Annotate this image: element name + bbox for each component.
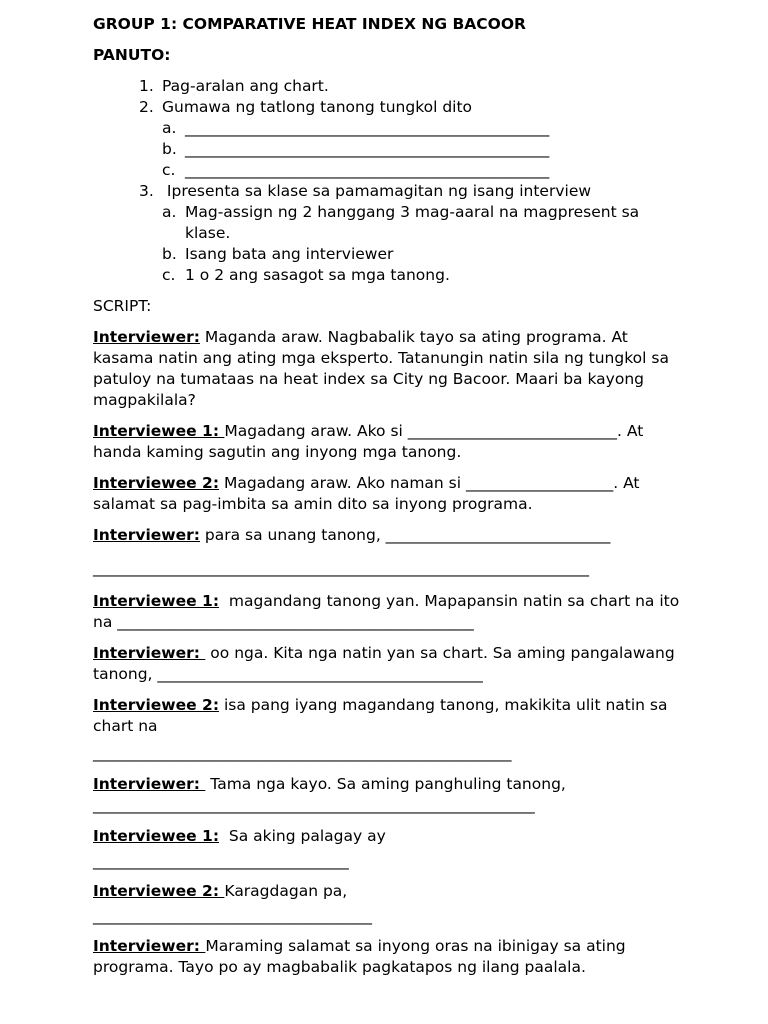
instructions-list bbox=[139, 76, 683, 286]
answer-blank-line: _______________________________________________ bbox=[185, 161, 550, 179]
speaker-label: Interviewer: bbox=[93, 526, 200, 544]
dialogue-text: Karagdagan pa, bbox=[224, 882, 348, 900]
speaker-label: Interviewee 1: bbox=[93, 422, 225, 440]
sub-letter: c. bbox=[162, 266, 176, 284]
speaker-label: Interviewer: bbox=[93, 644, 206, 662]
instruction-step-3 bbox=[139, 181, 683, 202]
sub-text: Mag-assign ng 2 hanggang 3 mag-aaral na magpresent sa klase. bbox=[185, 203, 640, 242]
step-number: 3. bbox=[139, 182, 154, 200]
step-number: 2. bbox=[139, 98, 154, 116]
answer-blank-line: _________________________________________________________ bbox=[93, 796, 535, 814]
sub-letter: a. bbox=[162, 203, 177, 221]
dialogue-line bbox=[93, 327, 683, 411]
worksheet-title: GROUP 1: COMPARATIVE HEAT INDEX NG BACOOR bbox=[93, 15, 526, 33]
answer-blank-line: _________________________________ bbox=[93, 852, 349, 870]
speaker-label: Interviewee 1: bbox=[93, 592, 220, 610]
dialogue-line bbox=[93, 881, 683, 902]
step-2-sublist bbox=[162, 118, 683, 181]
answer-blank-line: _______________________________________________ bbox=[185, 140, 550, 158]
speaker-label: Interviewee 2: bbox=[93, 474, 220, 492]
sub-item bbox=[162, 244, 683, 265]
speaker-label: Interviewer: bbox=[93, 937, 206, 955]
dialogue-text: Maraming salamat sa inyong oras na ibinigay sa ating programa. Tayo po ay magbabalik pagkatapos ng ilang paalala. bbox=[93, 937, 626, 976]
dialogue-line bbox=[93, 695, 683, 737]
sub-letter: b. bbox=[162, 245, 177, 263]
dialogue-line bbox=[93, 643, 683, 685]
answer-blank-line: ________________________________________________________________ bbox=[93, 559, 589, 577]
step-text: Pag-aralan ang chart. bbox=[162, 77, 329, 95]
sub-item bbox=[162, 139, 683, 160]
step-number: 1. bbox=[139, 77, 154, 95]
dialogue-text: Magadang araw. Ako si ___________________________. At handa kaming sagutin ang inyong mga tanong. bbox=[93, 422, 644, 461]
speaker-label: Interviewee 2: bbox=[93, 882, 225, 900]
step-text: Ipresenta sa klase sa pamamagitan ng isang interview bbox=[162, 182, 592, 200]
worksheet-content bbox=[93, 14, 683, 978]
speaker-label: Interviewer: bbox=[93, 328, 200, 346]
dialogue-line bbox=[93, 473, 683, 515]
dialogue-text: Tama nga kayo. Sa aming panghuling tanong, bbox=[205, 775, 566, 793]
answer-blank-line: ____________________________________ bbox=[93, 907, 372, 925]
script-heading: SCRIPT: bbox=[93, 297, 152, 315]
dialogue-text: para sa unang tanong, _____________________________ bbox=[199, 526, 611, 544]
sub-item bbox=[162, 202, 683, 244]
sub-letter: a. bbox=[162, 119, 177, 137]
speaker-label: Interviewer: bbox=[93, 775, 206, 793]
instruction-step-1 bbox=[139, 76, 683, 97]
dialogue-line bbox=[93, 936, 683, 978]
speaker-label: Interviewee 1: bbox=[93, 827, 220, 845]
sub-item bbox=[162, 160, 683, 181]
instruction-step-2 bbox=[139, 97, 683, 118]
dialogue-line bbox=[93, 591, 683, 633]
sub-item bbox=[162, 118, 683, 139]
sub-letter: b. bbox=[162, 140, 177, 158]
answer-blank-line: _______________________________________________ bbox=[185, 119, 550, 137]
dialogue-line bbox=[93, 421, 683, 463]
dialogue-text: magandang tanong yan. Mapapansin natin sa chart na ito na ______________________________________________ bbox=[93, 592, 685, 631]
dialogue-text: isa pang iyang magandang tanong, makikita ulit natin sa chart na bbox=[93, 696, 668, 735]
dialogue-text: Sa aking palagay ay bbox=[219, 827, 386, 845]
dialogue-line bbox=[93, 826, 683, 847]
speaker-label: Interviewee 2: bbox=[93, 696, 220, 714]
panuto-heading: PANUTO: bbox=[93, 46, 171, 64]
dialogue-line bbox=[93, 525, 683, 546]
dialogue-text: Magadang araw. Ako naman si ___________________. At salamat sa pag-imbita sa amin dito sa inyong programa. bbox=[93, 474, 640, 513]
sub-item bbox=[162, 265, 683, 286]
sub-letter: c. bbox=[162, 161, 176, 179]
sub-text: Isang bata ang interviewer bbox=[185, 245, 394, 263]
sub-text: 1 o 2 ang sasagot sa mga tanong. bbox=[185, 266, 450, 284]
dialogue-text: oo nga. Kita nga natin yan sa chart. Sa aming pangalawang tanong, __________________________________________ bbox=[93, 644, 675, 683]
step-3-sublist bbox=[162, 202, 683, 286]
dialogue-text: Maganda araw. Nagbabalik tayo sa ating programa. At kasama natin ang ating mga eksperto. Tatanungin natin sila ng tungkol sa patuloy na tumataas na heat index sa City ng Bacoor. Maari ba kayong magpakilala? bbox=[93, 328, 669, 409]
dialogue-line bbox=[93, 774, 683, 795]
step-text: Gumawa ng tatlong tanong tungkol dito bbox=[162, 98, 473, 116]
answer-blank-line: ______________________________________________________ bbox=[93, 744, 512, 762]
